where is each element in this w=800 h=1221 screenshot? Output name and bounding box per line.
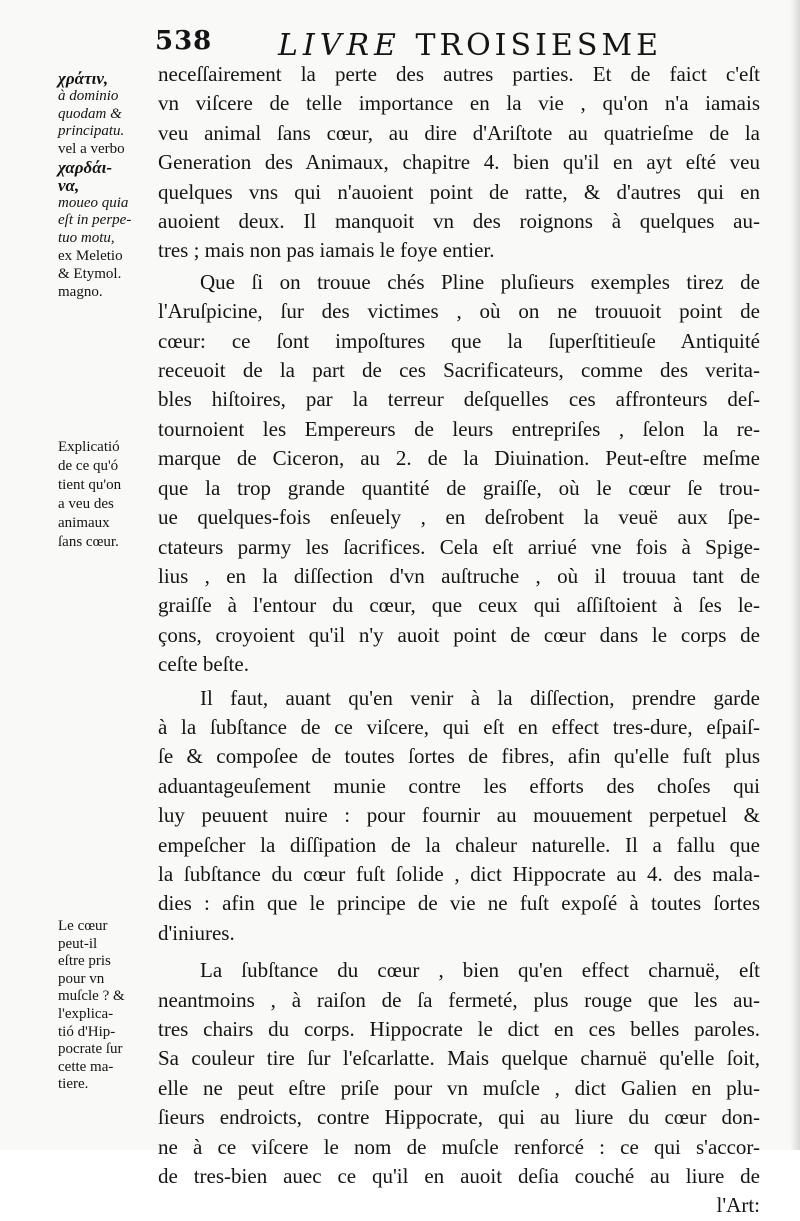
margin-line: pocrate ſur (58, 1041, 123, 1058)
margin-line: ex Meletio (58, 247, 123, 264)
text-line: neantmoins , à raiſon de ſa fermeté, plus rouge que les au- (158, 987, 760, 1012)
margin-line: de ce qu'ó (58, 458, 119, 474)
text-line: luy peuuent nuire : pour fournir au mouuement perpetuel & (158, 803, 760, 828)
page-header (150, 22, 760, 62)
text-line: Que ſi on trouue chés Pline pluſieurs exemples tirez de (200, 269, 760, 294)
margin-line: tiere. (58, 1076, 89, 1093)
margin-line: cette ma- (58, 1058, 114, 1075)
text-line: à la ſubſtance de ce viſcere, qui eſt en effect tres-dure, eſpaiſ- (158, 714, 760, 739)
margin-line: peut-il (58, 935, 98, 952)
running-head-rest: TROISIESME (415, 28, 662, 63)
margin-line: a veu des (58, 496, 114, 512)
text-line: lius , en la diſſection d'vn auſtruche , où il trouua tant de (158, 563, 760, 588)
text-line: la ſubſtance du cœur fuſt ſolide , dict Hippocrate au 4. des mala- (158, 861, 760, 886)
margin-line: χαρδάι- (58, 157, 113, 177)
main-text (158, 60, 760, 1221)
text-line: Il faut, auant qu'en venir à la diſſection, prendre garde (200, 685, 760, 710)
text-line: graiſſe à l'entour du cœur, que ceux qui aſſiſtoient à ſes le- (158, 593, 760, 618)
text-line: vn viſcere de telle importance en la vie , qu'on n'a iamais (158, 91, 760, 116)
text-line: cœur: ce ſont impoſtures que la ſuperſtitieuſe Antiquité (158, 328, 760, 353)
text-line: ſieurs endroicts, contre Hippocrate, qui au liure du cœur don- (158, 1105, 760, 1130)
running-head-italic: LIVRE (278, 28, 401, 63)
margin-line: tuo motu, (58, 230, 115, 247)
text-line: Generation des Animaux, chapitre 4. bien qu'il en ayt eſté veu (158, 150, 760, 175)
text-line: dies : afin que le principe de vie ne fuſt expoſé à toutes ſortes (158, 891, 760, 916)
margin-line: eſtre pris (58, 953, 111, 970)
text-line: tres chairs du corps. Hippocrate le dict en ces belles paroles. (158, 1017, 760, 1041)
text-line: l'Aruſpicine, ſur des victimes , où on ne trouuoit point de (158, 299, 760, 324)
text-line: marque de Ciceron, au 2. de la Diuination. Peut-eſtre meſme (158, 446, 760, 471)
text-line: ceſte beſte. (158, 652, 249, 677)
margin-line: muſcle ? & (58, 988, 125, 1005)
margin-line: moueo quia (58, 194, 129, 211)
paragraph-4 (158, 956, 760, 1221)
text-line: l'Art: (716, 1193, 760, 1218)
text-line: ſe & compoſee de toutes ſortes de fibres, afin qu'elle fuſt plus (158, 744, 760, 769)
margin-line: quodam & (58, 105, 122, 122)
margin-line: χράτιν, (58, 69, 109, 88)
margin-line: ſans cœur. (58, 534, 119, 550)
text-line: de tres-bien auec ce qu'il en auoit deſia couché au liure de (158, 1164, 760, 1189)
text-line: bles hiſtoires, par la terreur deſquelles ces affronteurs deſ- (158, 387, 760, 412)
margin-line: & Etymol. (58, 265, 122, 282)
margin-note-etymology (58, 70, 156, 301)
text-line: neceſſairement la perte des autres parties. Et de faict c'eſt (158, 62, 760, 86)
text-line: aduantageuſement munie contre les efforts des choſes qui (158, 773, 760, 798)
text-line: receuoit de la part de ces Sacrificateurs, comme des verita- (158, 358, 760, 383)
text-line: La ſubſtance du cœur , bien qu'en effect charnuë, eſt (200, 958, 760, 983)
text-line: empeſcher la diſſipation de la chaleur naturelle. Il a fallu que (158, 832, 760, 857)
margin-note-explication (58, 438, 156, 552)
text-line: auoient deux. Il manquoit vn des roignons à quelques au- (158, 209, 760, 234)
text-line: tres ; mais non pas iamais le foye entier. (158, 238, 495, 263)
margin-line: Le cœur (58, 918, 108, 934)
running-head (278, 28, 662, 63)
paragraph-3 (158, 684, 760, 949)
text-line: ue quelques-fois enſeuely , en deſrobent la veuë aux ſpe- (158, 505, 760, 530)
margin-line: eſt in perpe- (58, 212, 132, 229)
text-line: ne à ce viſcere le nom de muſcle renforcé : ce qui s'accor- (158, 1134, 760, 1159)
margin-line: principatu. (58, 123, 125, 140)
margin-line: animaux (58, 515, 110, 531)
text-line: ctateurs parmy les ſacrifices. Cela eſt arriué vne fois à Spige- (158, 534, 760, 559)
text-line: elle ne peut eſtre priſe pour vn muſcle , dict Galien en plu- (158, 1075, 760, 1100)
page-edge-shadow (790, 0, 800, 1150)
margin-line: vel a verbo (58, 141, 125, 158)
margin-line: l'explica- (58, 1005, 114, 1022)
text-line: çons, croyoient qu'il n'y auoit point de cœur dans le corps de (158, 622, 760, 647)
text-line: veu animal ſans cœur, au dire d'Ariſtote au quatrieſme de la (158, 120, 760, 145)
margin-line: tient qu'on (58, 477, 122, 493)
paragraph-2 (158, 268, 760, 680)
text-line: que la trop grande quantité de graiſſe, où le cœur ſe trou- (158, 475, 760, 500)
text-line: tournoient les Empereurs de leurs entrepriſes , ſelon la re- (158, 416, 760, 441)
margin-line: να, (58, 175, 80, 195)
text-line: quelques vns qui n'auoient point de ratte, & d'autres qui en (158, 179, 760, 204)
page-number: 538 (155, 26, 213, 56)
margin-line: Explicatió (58, 439, 120, 455)
margin-note-muscle (58, 918, 156, 1094)
paragraph-1 (158, 60, 760, 266)
text-line: d'iniures. (158, 920, 235, 945)
text-line: Sa couleur tire ſur l'eſcarlatte. Mais quelque charnuë qu'elle ſoit, (158, 1046, 760, 1071)
margin-line: pour vn (58, 970, 105, 987)
margin-line: à dominio (58, 87, 119, 104)
margin-line: magno. (58, 283, 103, 300)
margin-line: tió d'Hip- (58, 1023, 116, 1040)
